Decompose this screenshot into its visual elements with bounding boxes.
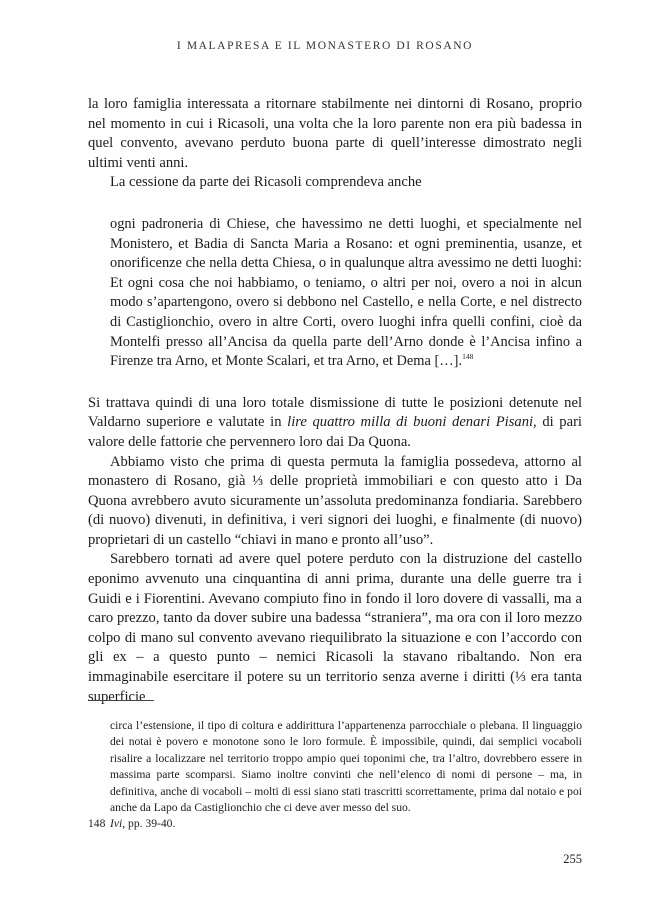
quote-body: ogni padroneria di Chiese, che havessimo ne detti luoghi, et specialmente nel Monistero, et Badia di Sancta Maria a Rosano: et ogni preminentia, usanze, et onorificenze che nella detta Chiesa, o in qualunque altra avessimo ne detti luoghi: Et ogni cosa che noi habbiamo, o teniamo, o altri per noi, overo a noi in alcun modo s’apartengono, overo si debbono nel Castello, e nella Corte, e nel distrecto di Castiglionchio, overo in altre Corti, overo luoghi infra quelli confini, cioè da Montelfi presso all’Ancisa da quella parte dell’Arno donde è l’Ancisa infino a Firenze tra Arno, et Monte Scalari, et tra Arno, et Dema […]. (110, 215, 582, 370)
paragraph-3-a: Si trattava quindi di una loro totale dismissione di tutte le posizioni detenute nel Valdarno superiore e valutate in (88, 394, 582, 431)
quote-text (110, 215, 582, 372)
footnote-148 (88, 816, 582, 832)
footnote-continuation: circa l’estensione, il tipo di coltura e addirittura l’appartenenza parrocchiale o plebana. Il linguaggio dei notai è povero e monotone sono le loro formule. È impossibile, quindi, dai semplici vocaboli risalire a localizzare nel territorio troppo ampio quei toponimi che, tra l’altro, dovrebbero essere in massima parte scomparsi. Siamo inoltre convinti che nell’elenco di nomi di persone – ma, in definitiva, anche di vocaboli – molti di essi siano stati trascritti scorrettamente, prima dal notaio e poi anche da Lapo da Castiglionchio che ci deve aver messo del suo. (110, 719, 582, 815)
footnote-148-pages: , pp. 39-40. (122, 817, 176, 831)
main-text (88, 95, 582, 707)
footnote-separator (88, 700, 154, 701)
paragraph-3-italic: lire quattro milla di buoni denari Pisani (287, 414, 534, 431)
footnote-148-number: 148 (88, 817, 106, 831)
page-number: 255 (563, 852, 582, 866)
footnote-ref-148[interactable]: 148 (462, 352, 474, 362)
paragraph-1: la loro famiglia interessata a ritornare stabilmente nei dintorni di Rosano, proprio nel momento in cui i Ricasoli, una volta che la loro parente non era più badessa in quel convento, avevano perduto buona parte di quell’interesse dimostrato negli ultimi venti anni. (88, 96, 582, 171)
paragraph-4: Abbiamo visto che prima di questa permuta la famiglia possedeva, attorno al monastero di Rosano, già ⅓ delle proprietà immobiliari e con questo atto i Da Quona avrebbero avuto sicuramente un’assoluta predominanza fondiaria. Sarebbero (di nuovo) divenuti, in definitiva, i veri signori dei luoghi, e finalmente (di nuovo) proprietari di un castello “chiavi in mano e pronto all’uso”. (88, 453, 582, 548)
paragraph-2: La cessione da parte dei Ricasoli comprendeva anche (110, 174, 422, 191)
paragraph-3 (88, 394, 582, 453)
footnote-148-ivi: Ivi (110, 817, 123, 831)
paragraph-5: Sarebbero tornati ad avere quel potere perduto con la distruzione del castello eponimo avvenuto una cinquantina di anni prima, durante una delle guerre tra i Guidi e i Fiorentini. Avevano compiuto fino in fondo il loro dovere di vassalli, ma a caro prezzo, tanto da dover subire una badessa “straniera”, ma ora con il loro mezzo colpo di mano sul convento avevano riequilibrato la situazione e con l’accordo con gli ex – a questo punto – nemici Ricasoli la stavano ribaltando. Non era immaginabile esercitare il potere su un territorio senza averne i diritti (⅓ era tanta superficie (88, 551, 582, 705)
footnotes (88, 718, 582, 833)
block-quote (110, 215, 582, 372)
paragraph-3-b: , di pari valore delle fattorie che pervennero loro dai Da Quona. (88, 414, 582, 450)
running-header: I MALAPRESA E IL MONASTERO DI ROSANO (176, 40, 474, 52)
